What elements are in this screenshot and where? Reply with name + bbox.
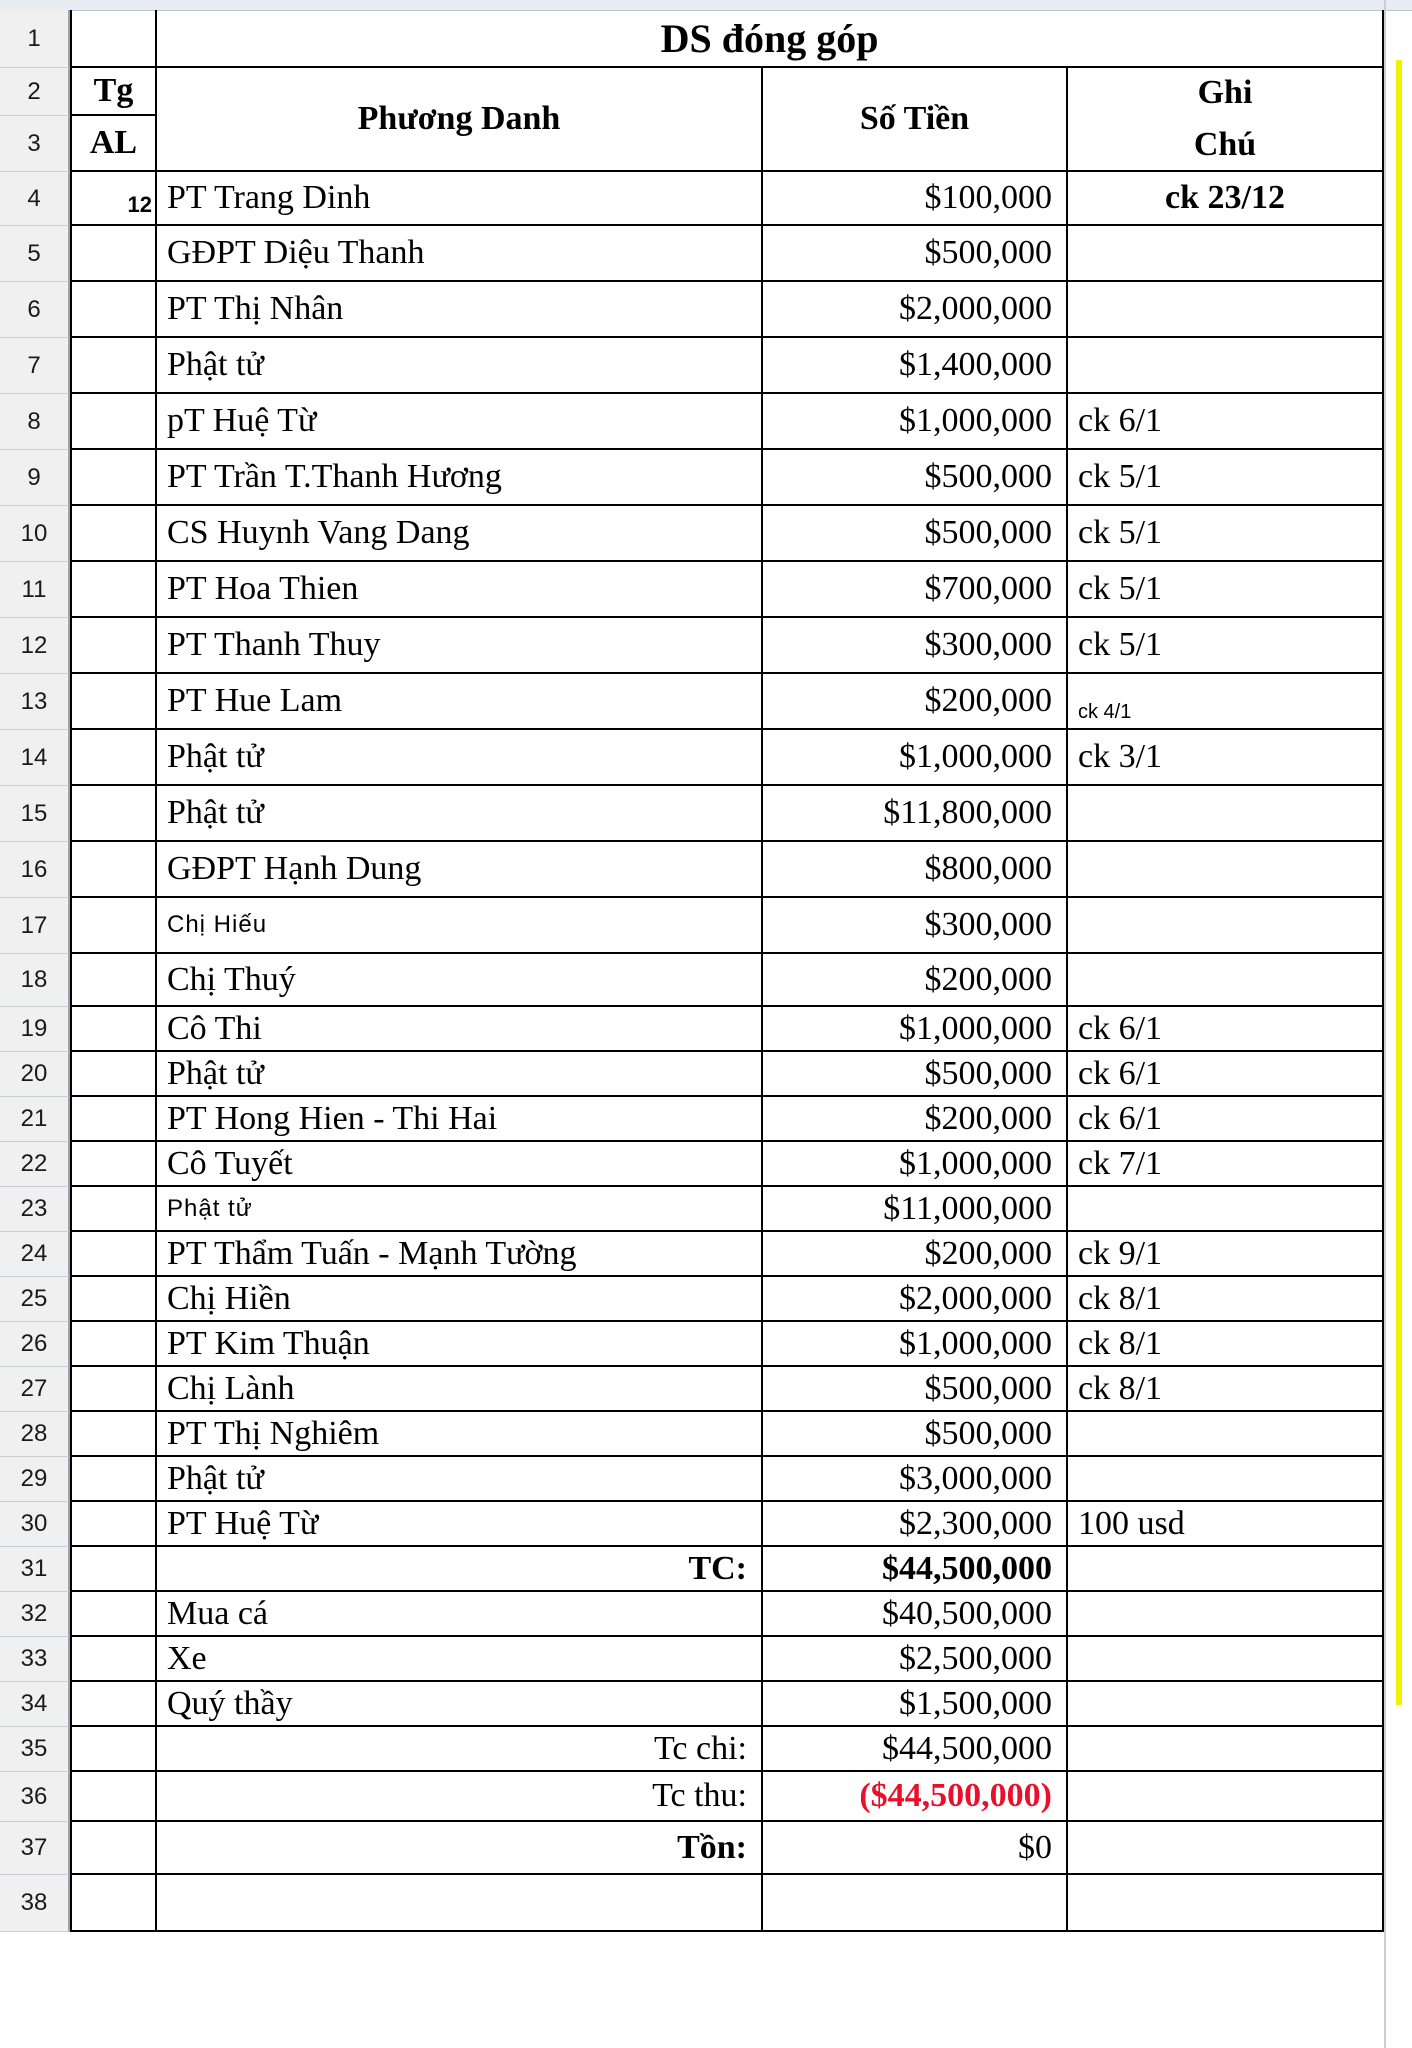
row-number[interactable]: 25: [0, 1277, 70, 1322]
sheet-row: [0, 1875, 1412, 1932]
cell-name[interactable]: Tồn:: [157, 1822, 763, 1875]
cell-note[interactable]: [1068, 226, 1384, 282]
cell-name[interactable]: Xe: [157, 1637, 763, 1682]
cell-note[interactable]: ck 8/1: [1068, 1277, 1384, 1322]
sheet-row: [0, 1772, 1412, 1822]
cell-amount[interactable]: $200,000: [763, 1232, 1068, 1277]
cell-note[interactable]: ck 6/1: [1068, 394, 1384, 450]
row-number[interactable]: 18: [0, 954, 70, 1007]
cell-tg-al[interactable]: [70, 842, 157, 898]
cell-note[interactable]: ck 5/1: [1068, 562, 1384, 618]
sheet-row: [0, 1637, 1412, 1682]
row-number[interactable]: 26: [0, 1322, 70, 1367]
cell-tg-al[interactable]: [70, 1007, 157, 1052]
cell-name[interactable]: Cô Tuyết: [157, 1142, 763, 1187]
cell-name[interactable]: Mua cá: [157, 1592, 763, 1637]
cell-tg-al[interactable]: [70, 1637, 157, 1682]
cell-amount[interactable]: $200,000: [763, 954, 1068, 1007]
cell-amount[interactable]: $300,000: [763, 618, 1068, 674]
cell-tg-al[interactable]: [70, 618, 157, 674]
sheet-row: [0, 674, 1412, 730]
cell-tg-al[interactable]: [70, 1772, 157, 1822]
cell-tg-al[interactable]: 12: [70, 172, 157, 226]
cell-amount[interactable]: $500,000: [763, 506, 1068, 562]
cell-tg-al[interactable]: [70, 450, 157, 506]
cell-tg-al[interactable]: [70, 1367, 157, 1412]
cell-name[interactable]: Quý thầy: [157, 1682, 763, 1727]
cell-name[interactable]: Chị Lành: [157, 1367, 763, 1412]
sheet-row: [0, 1682, 1412, 1727]
cell-name[interactable]: PT Hoa Thien: [157, 562, 763, 618]
sheet-row: [0, 562, 1412, 618]
row-number[interactable]: 19: [0, 1007, 70, 1052]
cell-amount[interactable]: $800,000: [763, 842, 1068, 898]
cell-amount[interactable]: $500,000: [763, 226, 1068, 282]
cell-amount[interactable]: $200,000: [763, 1097, 1068, 1142]
row-number[interactable]: 27: [0, 1367, 70, 1412]
cell-note[interactable]: ck 3/1: [1068, 730, 1384, 786]
cell-name[interactable]: pT Huệ Từ: [157, 394, 763, 450]
row-number[interactable]: 6: [0, 282, 70, 338]
cell-note[interactable]: ck 23/12: [1068, 172, 1384, 226]
cell-amount[interactable]: $1,000,000: [763, 1007, 1068, 1052]
header-block: [0, 68, 1412, 172]
sheet-row: [0, 898, 1412, 954]
cell-tg-al[interactable]: [70, 1547, 157, 1592]
cell-note[interactable]: ck 6/1: [1068, 1007, 1384, 1052]
cell-tg-al[interactable]: [70, 562, 157, 618]
header-amount[interactable]: [763, 68, 1068, 172]
row-number[interactable]: 29: [0, 1457, 70, 1502]
sheet-row: [0, 1187, 1412, 1232]
cell-amount[interactable]: $500,000: [763, 1367, 1068, 1412]
cell-name[interactable]: PT Hong Hien - Thi Hai: [157, 1097, 763, 1142]
row-number[interactable]: 34: [0, 1682, 70, 1727]
cell-tg-al[interactable]: [70, 730, 157, 786]
header-text: AL: [89, 124, 138, 161]
sheet-row: [0, 1547, 1412, 1592]
cell-tg-al[interactable]: [70, 506, 157, 562]
sheet-row: [0, 10, 1412, 68]
cell-note[interactable]: [1068, 1637, 1384, 1682]
cell-tg-al[interactable]: [70, 1142, 157, 1187]
cell-tg-al[interactable]: [70, 1097, 157, 1142]
row-number[interactable]: 1: [0, 10, 70, 68]
sheet-row: [0, 954, 1412, 1007]
cell-name[interactable]: PT Trang Dinh: [157, 172, 763, 226]
cell-note[interactable]: [1068, 1727, 1384, 1772]
cell-name[interactable]: Phật tử: [157, 338, 763, 394]
sheet-row: [0, 1322, 1412, 1367]
header-text: Ghi: [1197, 74, 1253, 111]
cell-tg-al[interactable]: [70, 898, 157, 954]
row-number[interactable]: 30: [0, 1502, 70, 1547]
sheet-row: [0, 1822, 1412, 1875]
cell-name[interactable]: Chị Thuý: [157, 954, 763, 1007]
sheet-row: [0, 730, 1412, 786]
cell-tg-al[interactable]: [70, 394, 157, 450]
header-tg[interactable]: [70, 68, 157, 116]
cell-name[interactable]: PT Thẩm Tuấn - Mạnh Tường: [157, 1232, 763, 1277]
cell-name[interactable]: [157, 1875, 763, 1932]
cell-amount[interactable]: $1,000,000: [763, 394, 1068, 450]
cell-name[interactable]: PT Thanh Thuy: [157, 618, 763, 674]
row-number[interactable]: 8: [0, 394, 70, 450]
sheet-row: [0, 506, 1412, 562]
cell-name[interactable]: GĐPT Hạnh Dung: [157, 842, 763, 898]
cell-tg-al[interactable]: [70, 786, 157, 842]
cell-note[interactable]: [1068, 1592, 1384, 1637]
header-al[interactable]: [70, 116, 157, 172]
row-number[interactable]: 21: [0, 1097, 70, 1142]
cell-name[interactable]: Phật tử: [157, 1187, 763, 1232]
cell-amount[interactable]: $11,000,000: [763, 1187, 1068, 1232]
row-number[interactable]: 5: [0, 226, 70, 282]
row-number[interactable]: 31: [0, 1547, 70, 1592]
sheet-row: [0, 1277, 1412, 1322]
sheet-row: [0, 394, 1412, 450]
cell-tg-al[interactable]: [70, 282, 157, 338]
row-number[interactable]: 10: [0, 506, 70, 562]
cell-amount[interactable]: $200,000: [763, 674, 1068, 730]
sheet-row: [0, 1052, 1412, 1097]
cell-amount[interactable]: $500,000: [763, 450, 1068, 506]
cell-tg-al[interactable]: [70, 1457, 157, 1502]
cell-note[interactable]: [1068, 954, 1384, 1007]
cell-tg-al[interactable]: [70, 1322, 157, 1367]
cell-tg-al[interactable]: [70, 226, 157, 282]
cell-tg-al[interactable]: [70, 1052, 157, 1097]
cell-tg-al[interactable]: [70, 1232, 157, 1277]
cell-tg-al[interactable]: [70, 1592, 157, 1637]
cell-tg-al[interactable]: [70, 1502, 157, 1547]
cell-amount[interactable]: $100,000: [763, 172, 1068, 226]
cell-note[interactable]: ck 5/1: [1068, 450, 1384, 506]
cell-tg-al[interactable]: [70, 1875, 157, 1932]
cell-amount[interactable]: $44,500,000: [763, 1547, 1068, 1592]
cell-note[interactable]: 100 usd: [1068, 1502, 1384, 1547]
cell-note[interactable]: ck 5/1: [1068, 506, 1384, 562]
cell-amount[interactable]: $2,000,000: [763, 1277, 1068, 1322]
row-number[interactable]: 23: [0, 1187, 70, 1232]
row-number[interactable]: 7: [0, 338, 70, 394]
row-number[interactable]: 28: [0, 1412, 70, 1457]
cell-name[interactable]: GĐPT Diệu Thanh: [157, 226, 763, 282]
row-number[interactable]: 32: [0, 1592, 70, 1637]
row-number[interactable]: 9: [0, 450, 70, 506]
sheet-row: [0, 1412, 1412, 1457]
cell-name[interactable]: Phật tử: [157, 730, 763, 786]
header-text: Số Tiền: [859, 100, 970, 137]
cell-name[interactable]: TC:: [157, 1547, 763, 1592]
cell-tg-al[interactable]: [70, 338, 157, 394]
cell-amount[interactable]: $3,000,000: [763, 1457, 1068, 1502]
sheet-row: [0, 1142, 1412, 1187]
cell-note[interactable]: [1068, 1547, 1384, 1592]
header-text: Chú: [1193, 126, 1257, 163]
row-number[interactable]: 16: [0, 842, 70, 898]
cell-note[interactable]: ck 7/1: [1068, 1142, 1384, 1187]
header-name[interactable]: [157, 68, 763, 172]
cell-amount[interactable]: $40,500,000: [763, 1592, 1068, 1637]
sheet-row: [0, 172, 1412, 226]
cell-amount[interactable]: $1,000,000: [763, 1142, 1068, 1187]
cell-name[interactable]: CS Huynh Vang Dang: [157, 506, 763, 562]
cell-tg-al[interactable]: [70, 1412, 157, 1457]
cell-amount[interactable]: $300,000: [763, 898, 1068, 954]
sheet-title[interactable]: DS đóng góp: [157, 10, 1384, 68]
cell-name[interactable]: Chị Hiếu: [157, 898, 763, 954]
row-number[interactable]: 14: [0, 730, 70, 786]
row-number[interactable]: 22: [0, 1142, 70, 1187]
sheet-row: [0, 1232, 1412, 1277]
cell-note[interactable]: ck 6/1: [1068, 1052, 1384, 1097]
cell-amount[interactable]: $1,000,000: [763, 730, 1068, 786]
cell-name[interactable]: PT Kim Thuận: [157, 1322, 763, 1367]
sheet-row: [0, 1097, 1412, 1142]
cell-name[interactable]: Cô Thi: [157, 1007, 763, 1052]
cell-amount[interactable]: $700,000: [763, 562, 1068, 618]
row-number[interactable]: 24: [0, 1232, 70, 1277]
sheet-row: [0, 1007, 1412, 1052]
cell-amount[interactable]: $500,000: [763, 1412, 1068, 1457]
cell-name[interactable]: Chị Hiền: [157, 1277, 763, 1322]
cell-name[interactable]: Tc chi:: [157, 1727, 763, 1772]
cell-note[interactable]: [1068, 1682, 1384, 1727]
sheet-row: [0, 618, 1412, 674]
cell-note[interactable]: [1068, 1875, 1384, 1932]
cell-note[interactable]: [1068, 898, 1384, 954]
cell-note[interactable]: ck 5/1: [1068, 618, 1384, 674]
cell-name[interactable]: PT Hue Lam: [157, 674, 763, 730]
cell-a[interactable]: [70, 10, 157, 68]
cell-amount[interactable]: ($44,500,000): [763, 1772, 1068, 1822]
header-text: Phương Danh: [357, 100, 561, 137]
sheet-row: [0, 786, 1412, 842]
cell-name[interactable]: Phật tử: [157, 786, 763, 842]
sheet-row: [0, 1727, 1412, 1772]
cell-note[interactable]: ck 8/1: [1068, 1367, 1384, 1412]
row-number[interactable]: 33: [0, 1637, 70, 1682]
cell-note[interactable]: [1068, 282, 1384, 338]
cell-tg-al[interactable]: [70, 1277, 157, 1322]
cell-note[interactable]: ck 9/1: [1068, 1232, 1384, 1277]
row-number[interactable]: 12: [0, 618, 70, 674]
sheet-row: [0, 450, 1412, 506]
row-number[interactable]: 37: [0, 1822, 70, 1875]
cell-amount[interactable]: $500,000: [763, 1052, 1068, 1097]
cell-note[interactable]: [1068, 786, 1384, 842]
cell-amount[interactable]: $2,500,000: [763, 1637, 1068, 1682]
cell-note[interactable]: ck 6/1: [1068, 1097, 1384, 1142]
cell-amount[interactable]: $1,000,000: [763, 1322, 1068, 1367]
cell-note[interactable]: [1068, 1457, 1384, 1502]
cell-note[interactable]: ck 4/1: [1068, 674, 1384, 730]
cell-note[interactable]: [1068, 1412, 1384, 1457]
cell-name[interactable]: PT Thị Nhân: [157, 282, 763, 338]
cell-name[interactable]: Tc thu:: [157, 1772, 763, 1822]
row-number[interactable]: 4: [0, 172, 70, 226]
cell-tg-al[interactable]: [70, 1187, 157, 1232]
cell-tg-al[interactable]: [70, 1727, 157, 1772]
cell-amount[interactable]: $44,500,000: [763, 1727, 1068, 1772]
cell-note[interactable]: [1068, 842, 1384, 898]
row-number[interactable]: 11: [0, 562, 70, 618]
cell-amount[interactable]: $2,000,000: [763, 282, 1068, 338]
cell-amount[interactable]: $1,400,000: [763, 338, 1068, 394]
cell-tg-al[interactable]: [70, 954, 157, 1007]
cell-amount[interactable]: $11,800,000: [763, 786, 1068, 842]
sheet-row: [0, 1502, 1412, 1547]
row-number[interactable]: 35: [0, 1727, 70, 1772]
row-number[interactable]: 38: [0, 1875, 70, 1932]
cell-amount[interactable]: $1,500,000: [763, 1682, 1068, 1727]
cell-note[interactable]: ck 8/1: [1068, 1322, 1384, 1367]
row-number[interactable]: 13: [0, 674, 70, 730]
cell-name[interactable]: Phật tử: [157, 1052, 763, 1097]
row-number[interactable]: 15: [0, 786, 70, 842]
sheet-row: [0, 1592, 1412, 1637]
cell-amount[interactable]: $2,300,000: [763, 1502, 1068, 1547]
cell-name[interactable]: Phật tử: [157, 1457, 763, 1502]
sheet-row: [0, 226, 1412, 282]
sheet-row: [0, 842, 1412, 898]
cell-note[interactable]: [1068, 1772, 1384, 1822]
sheet-row: [0, 338, 1412, 394]
sheet-row: [0, 1457, 1412, 1502]
row-number[interactable]: 36: [0, 1772, 70, 1822]
cell-name[interactable]: PT Thị Nghiêm: [157, 1412, 763, 1457]
row-number[interactable]: 20: [0, 1052, 70, 1097]
row-number[interactable]: 2: [0, 68, 70, 116]
row-number[interactable]: 17: [0, 898, 70, 954]
cell-tg-al[interactable]: [70, 1822, 157, 1875]
cell-name[interactable]: PT Trần T.Thanh Hương: [157, 450, 763, 506]
cell-tg-al[interactable]: [70, 674, 157, 730]
cell-tg-al[interactable]: [70, 1682, 157, 1727]
sheet-row: [0, 282, 1412, 338]
header-note[interactable]: [1068, 68, 1384, 172]
cell-amount[interactable]: [763, 1875, 1068, 1932]
sheet-row: [0, 1367, 1412, 1412]
cell-note[interactable]: [1068, 338, 1384, 394]
cell-amount[interactable]: $0: [763, 1822, 1068, 1875]
cell-name[interactable]: PT Huệ Từ: [157, 1502, 763, 1547]
row-number[interactable]: 3: [0, 116, 70, 172]
cell-note[interactable]: [1068, 1822, 1384, 1875]
cell-note[interactable]: [1068, 1187, 1384, 1232]
header-text: Tg: [93, 72, 134, 109]
